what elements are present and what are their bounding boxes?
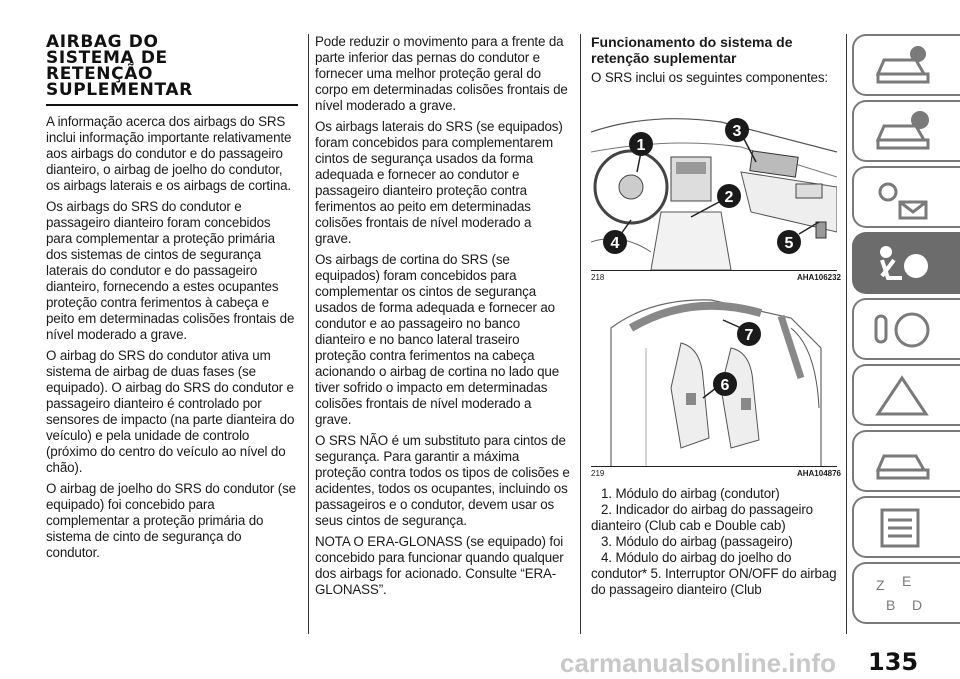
column-middle	[315, 34, 571, 603]
tab-technical-data[interactable]	[852, 496, 960, 558]
section-title-line: SISTEMA DE	[46, 48, 168, 68]
paragraph: O airbag de joelho do SRS do condutor (se equipado) foi concebido para complementar a proteção primária do sistema de cinto de segurança do condutor.	[46, 481, 296, 560]
car-info-icon	[872, 44, 932, 88]
tab-car-info[interactable]	[852, 34, 960, 96]
callout-7	[737, 322, 761, 346]
paragraph: Pode reduzir o movimento para a frente da parte inferior das pernas do condutor e fornecer uma melhor proteção geral do corpo em determinadas colisões frontais de nível moderado a grave.	[315, 34, 568, 113]
list-item: 4. Módulo do airbag do joelho do condutor* 5. Interruptor ON/OFF do airbag do passageiro dianteiro (Club	[591, 550, 837, 597]
callout-6	[713, 372, 737, 396]
svg-text:7: 7	[744, 327, 754, 344]
section-title-line: RETENÇÃO	[46, 64, 154, 84]
svg-text:E: E	[902, 573, 912, 589]
list-item: 1. Módulo do airbag (condutor)	[601, 486, 780, 501]
section-title-line: AIRBAG DO	[46, 32, 159, 52]
figure-number: 219	[591, 469, 605, 478]
paragraph: O SRS NÃO é um substituto para cintos de segurança. Para garantir a máxima proteção contra todos os tipos de colisões e acidentes, todos os ocupantes, incluindo os passageiros e o condutor, devem usar os seus cintos de segurança.	[315, 433, 570, 528]
warning-lights-icon	[872, 176, 932, 220]
tab-emergency[interactable]	[852, 364, 960, 426]
svg-text:B: B	[886, 597, 896, 613]
tab-car-info-circle[interactable]	[852, 100, 960, 162]
paragraph: Os airbags de cortina do SRS (se equipados) foram concebidos para complementar os cintos de segurança usados de forma adequada e fornecer ao condutor e ao passageiro no banco dianteiro e no banco lateral traseiro proteção contra ferimentos na cabeça acionando o airbag de cortina no lado que tiver sofrido o impacto em determinadas colisões frontais de nível moderado a grave.	[315, 252, 560, 427]
figure-number: 218	[591, 273, 605, 282]
paragraph: Os airbags laterais do SRS (se equipados) foram concebidos para complementarem cintos de segurança usados da forma adequada e fornecer ao condutor e passageiro dianteiro proteção contra ferimentos ao peito em determinadas colisões frontais de nível moderado a grave.	[315, 119, 563, 246]
callout-2	[717, 184, 741, 208]
subsection-heading: Funcionamento do sistema de retenção suplementar	[591, 34, 793, 66]
column-divider	[846, 34, 847, 634]
car-info-circle-icon	[872, 110, 932, 154]
seat-airbag-icon	[872, 242, 932, 286]
index-icon	[872, 572, 932, 616]
component-list	[591, 486, 841, 598]
paragraph: A informação acerca dos airbags do SRS inclui informação importante relativamente aos airbags do condutor e do passageiro dianteiro, o airbag de joelho do condutor, os airbags laterais e os airbags de cortina.	[46, 114, 292, 193]
figure-curtain-airbags	[591, 288, 837, 467]
tab-maintenance[interactable]	[852, 430, 960, 492]
paragraph: Os airbags do SRS do condutor e passageiro dianteiro foram concebidos para complementar a proteção primária dos sistemas de cintos de segurança laterais do condutor e do passageiro dianteiro, fornecendo a estes ocupantes proteção contra ferimentos à cabeça e peito em determinadas colisões frontais de nível moderado a grave.	[46, 199, 295, 342]
intro-paragraph: O SRS inclui os seguintes componentes:	[591, 70, 828, 85]
tab-warning-lights[interactable]	[852, 166, 960, 228]
column-divider	[580, 34, 581, 634]
figure-caption	[591, 273, 841, 282]
svg-text:5: 5	[784, 235, 794, 252]
figure-caption	[591, 469, 841, 478]
tab-seat-airbag[interactable]	[852, 232, 960, 294]
callout-5	[777, 230, 801, 254]
svg-text:D: D	[912, 597, 923, 613]
page-number: 135	[868, 648, 919, 676]
svg-text:Z: Z	[876, 577, 885, 593]
list-item: 2. Indicador do airbag do passageiro dianteiro (Club cab e Double cab)	[591, 502, 813, 533]
technical-data-icon	[872, 506, 932, 550]
svg-text:6: 6	[720, 377, 730, 394]
note-paragraph: NOTA O ERA-GLONASS (se equipado) foi concebido para funcionar quando qualquer dos airbags for acionado. Consulte “ERA-GLONASS”.	[315, 534, 564, 597]
maintenance-car-icon	[872, 440, 932, 484]
callout-4	[603, 230, 627, 254]
callout-1	[629, 132, 653, 156]
figure-code: AHA106232	[796, 273, 841, 282]
figure-code: AHA104876	[796, 469, 841, 478]
list-item: 3. Módulo do airbag (passageiro)	[601, 534, 793, 549]
callout-3	[725, 118, 749, 142]
svg-text:4: 4	[610, 235, 620, 252]
column-left	[46, 34, 298, 566]
svg-text:1: 1	[636, 137, 646, 154]
watermark: carmanualsonline.info	[560, 648, 836, 678]
cabin-illustration	[591, 288, 837, 466]
starting-driving-icon	[872, 308, 932, 352]
paragraph: O airbag do SRS do condutor ativa um sistema de airbag de duas fases (se equipado). O airbag do SRS do condutor e passageiro dianteiro é controlado por sensores de impacto (na parte dianteira do veículo) e pela unidade de controlo (próximo do centro do veículo ao nível do chão).	[46, 348, 295, 475]
svg-text:3: 3	[732, 123, 742, 140]
dashboard-illustration	[591, 92, 837, 270]
column-divider	[308, 34, 309, 634]
column-right	[591, 34, 841, 598]
figure-dashboard	[591, 92, 837, 271]
title-rule	[46, 104, 298, 106]
section-title-line: SUPLEMENTAR	[46, 80, 193, 100]
tab-index[interactable]	[852, 562, 960, 624]
svg-text:2: 2	[724, 189, 734, 206]
section-title	[46, 34, 298, 98]
tab-starting-driving[interactable]	[852, 298, 960, 360]
emergency-triangle-icon	[872, 374, 932, 418]
